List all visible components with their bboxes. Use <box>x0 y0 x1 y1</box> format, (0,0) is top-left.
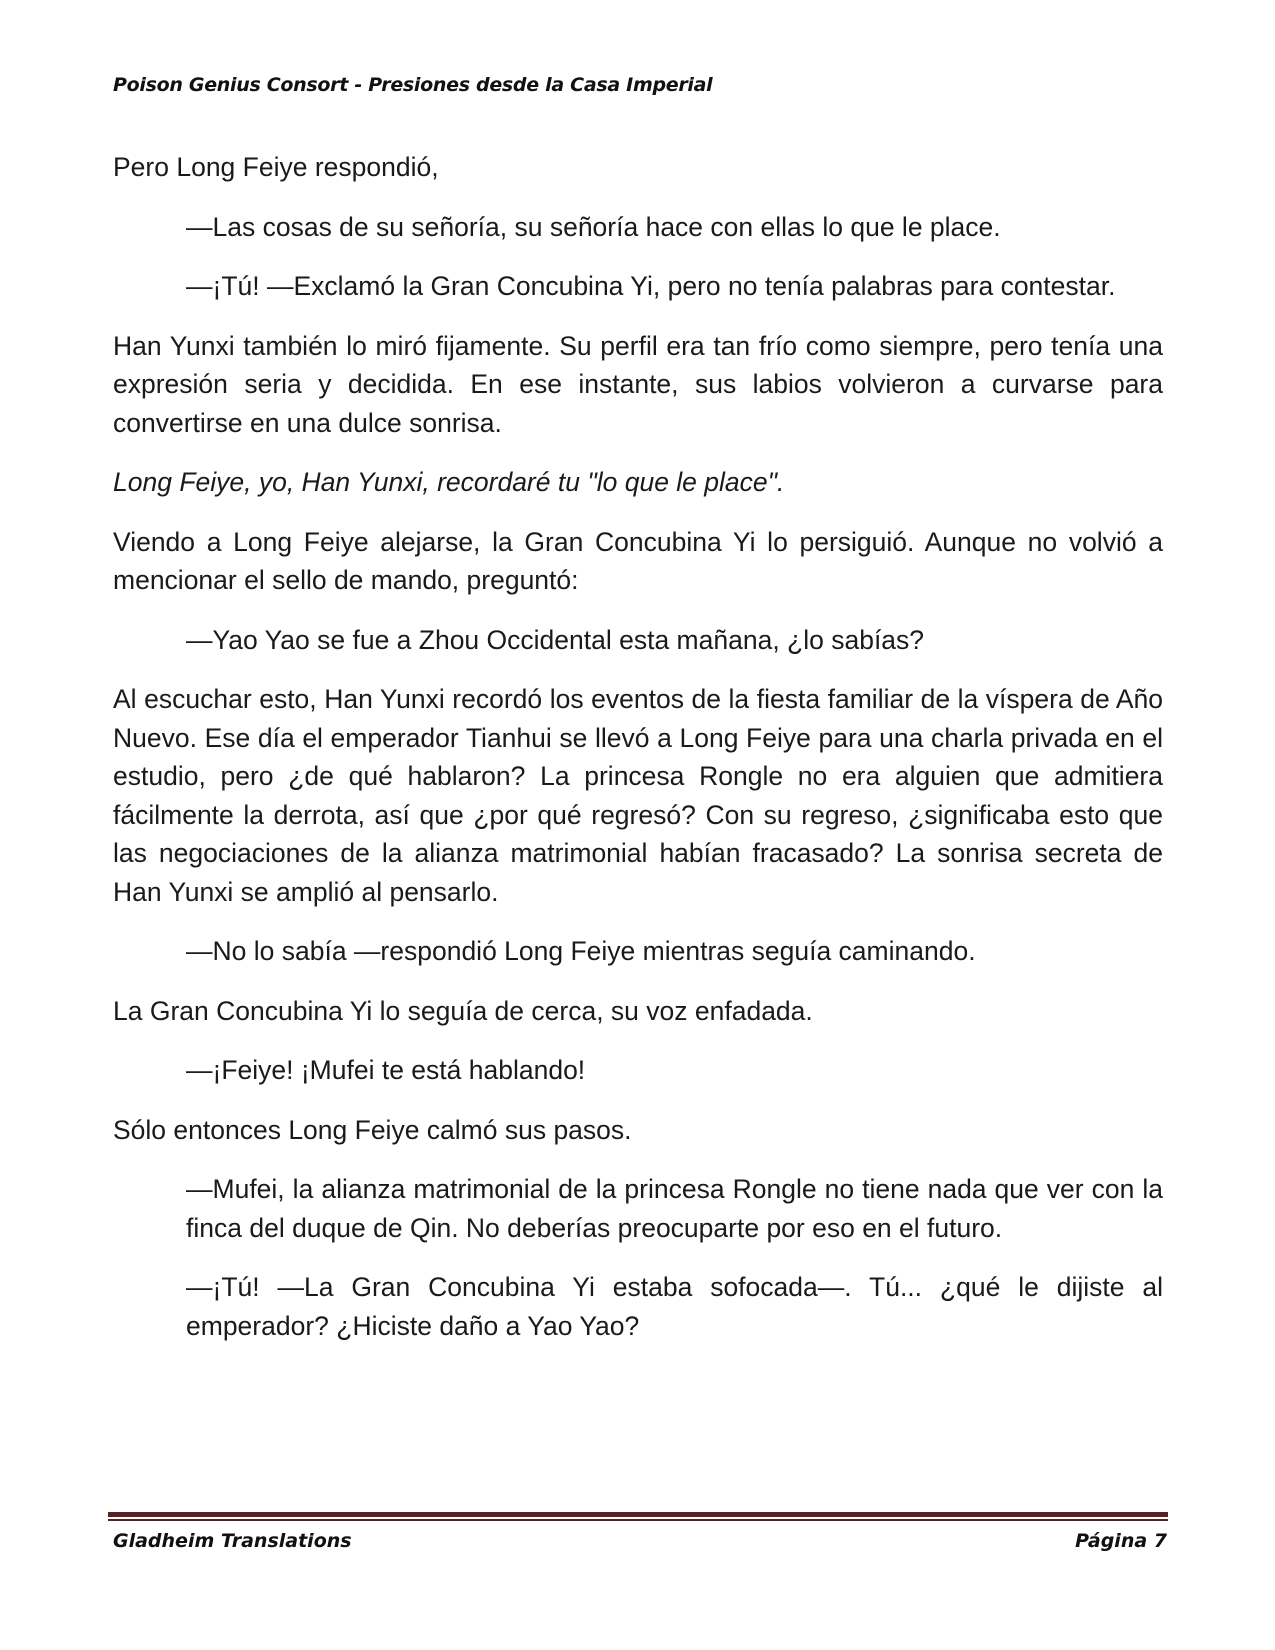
italic-thought-paragraph: Long Feiye, yo, Han Yunxi, recordaré tu "lo que le place". <box>113 467 785 497</box>
dialogue-paragraph: —¡Tú! —La Gran Concubina Yi estaba sofocada—. Tú... ¿qué le dijiste al emperador? ¿Hiciste daño a Yao Yao? <box>186 1272 1163 1341</box>
dialogue-paragraph: —Mufei, la alianza matrimonial de la princesa Rongle no tiene nada que ver con la finca del duque de Qin. No deberías preocuparte por eso en el futuro. <box>186 1174 1163 1243</box>
dialogue-paragraph: —No lo sabía —respondió Long Feiye mientras seguía caminando. <box>186 936 976 966</box>
paragraph: Viendo a Long Feiye alejarse, la Gran Concubina Yi lo persiguió. Aunque no volvió a mencionar el sello de mando, preguntó: <box>113 526 1163 595</box>
footer-divider <box>108 1512 1168 1521</box>
dialogue-paragraph: —¡Feiye! ¡Mufei te está hablando! <box>186 1055 586 1085</box>
paragraph: Han Yunxi también lo miró fijamente. Su perfil era tan frío como siempre, pero tenía una expresión seria y decidida. En ese instante, sus labios volvieron a curvarse para convertirse en una dulce sonrisa. <box>113 330 1163 438</box>
paragraph: Al escuchar esto, Han Yunxi recordó los eventos de la fiesta familiar de la víspera de Año Nuevo. Ese día el emperador Tianhui se llevó a Long Feiye para una charla privada en el estudio, pero ¿de qué hablaron? La princesa Rongle no era alguien que admitiera fácilmente la derrota, así que ¿por qué regresó? Con su regreso, ¿significaba esto que las negociaciones de la alianza matrimonial habían fracasado? La sonrisa secreta de Han Yunxi se amplió al pensarlo. <box>113 684 1163 907</box>
paragraph: Pero Long Feiye respondió, <box>113 152 439 182</box>
page-header-title: Poison Genius Consort - Presiones desde la Casa Imperial <box>113 74 713 96</box>
paragraph: La Gran Concubina Yi lo seguía de cerca, su voz enfadada. <box>113 995 813 1026</box>
footer-divider-thin <box>108 1519 1168 1521</box>
footer-translator-credit: Gladheim Translations <box>113 1530 352 1552</box>
dialogue-paragraph: —¡Tú! —Exclamó la Gran Concubina Yi, pero no tenía palabras para contestar. <box>186 271 1116 301</box>
footer-page-number: Página 7 <box>1075 1530 1167 1552</box>
dialogue-paragraph: —Las cosas de su señoría, su señoría hace con ellas lo que le place. <box>186 211 1001 242</box>
footer-divider-thick <box>108 1512 1168 1517</box>
paragraph: Sólo entonces Long Feiye calmó sus pasos. <box>113 1114 632 1145</box>
document-body <box>113 148 1163 1366</box>
dialogue-paragraph: —Yao Yao se fue a Zhou Occidental esta mañana, ¿lo sabías? <box>186 624 925 655</box>
